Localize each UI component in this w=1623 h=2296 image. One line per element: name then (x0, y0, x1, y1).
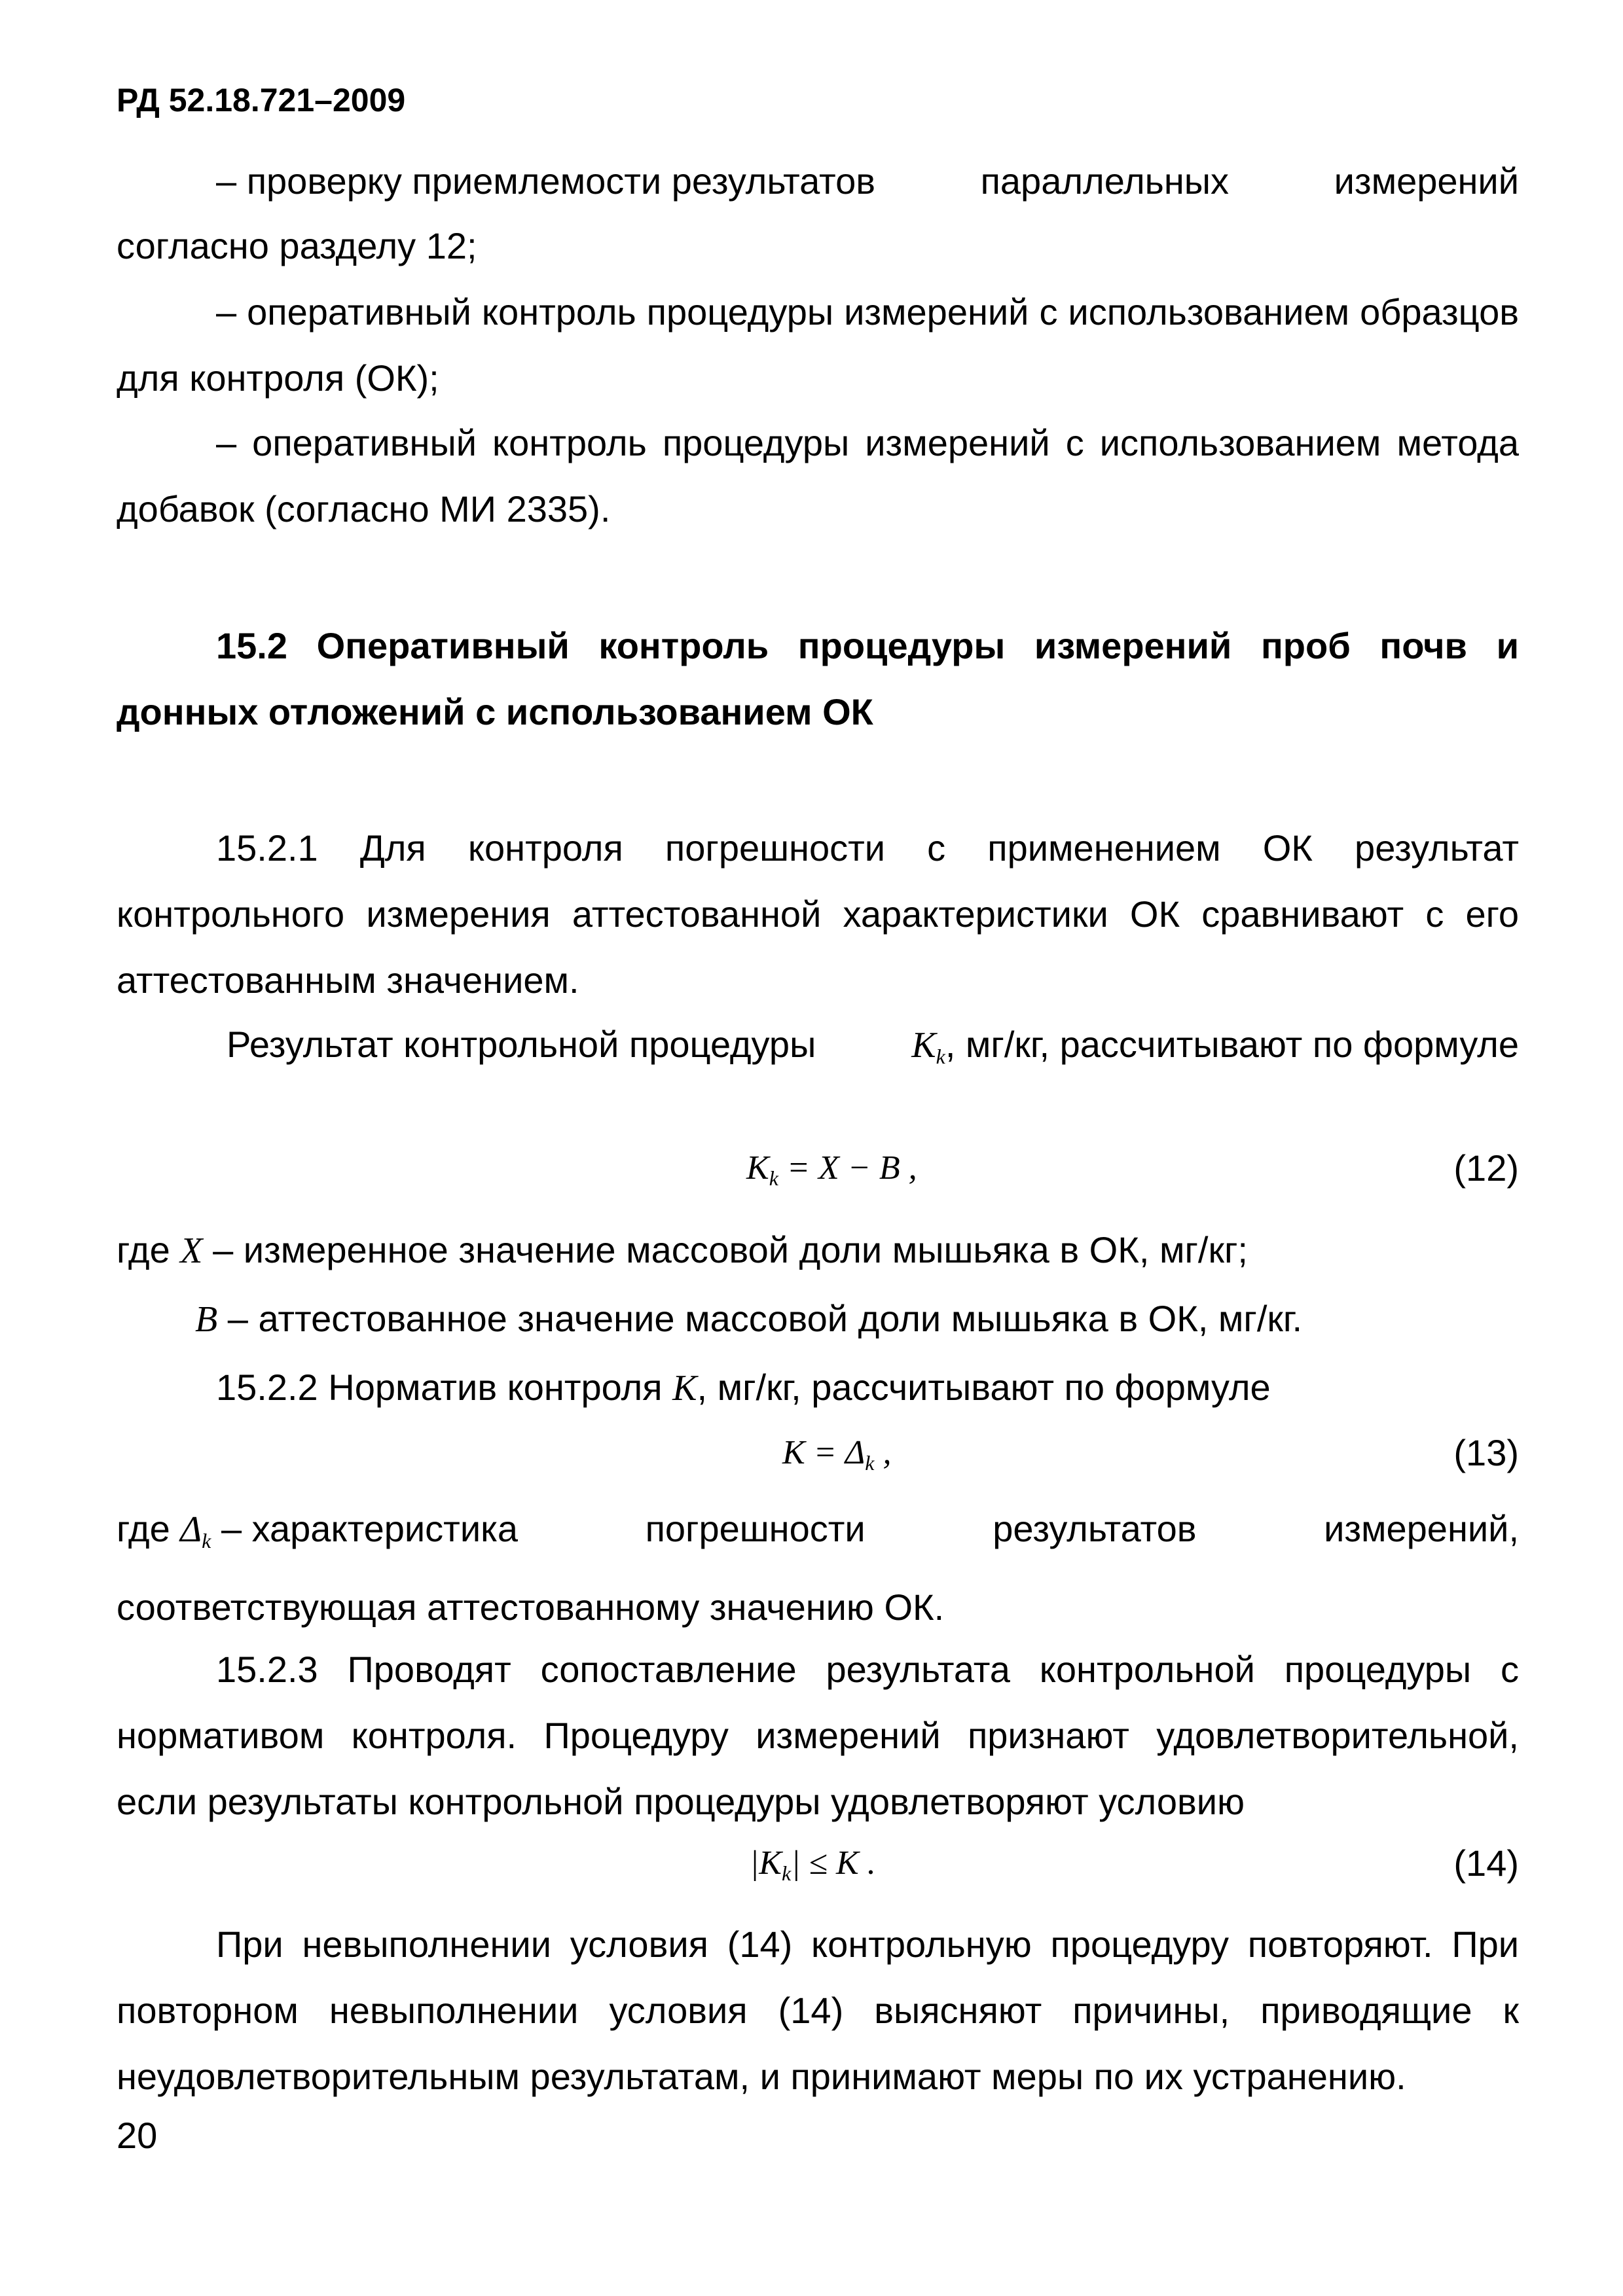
section-heading: 15.2 Оперативный контроль процедуры измерений проб почв и донных отложений с использованием ОК (117, 625, 1519, 732)
definition-x (117, 1227, 1519, 1274)
equation-13 (782, 1430, 892, 1486)
definition-text: – аттестованное значение массовой доли мышьяка в ОК, мг/кг. (227, 1298, 1303, 1339)
list-item-first-line (117, 148, 1519, 214)
equation-lhs: K = Δ (782, 1434, 866, 1471)
paragraph-15-2-1: 15.2.1 Для контроля погрешности с применением ОК результат контрольного измерения аттестованной характеристики ОК сравнивают с его аттестованным значением. (117, 827, 1519, 1001)
page-number: 20 (117, 2115, 158, 2156)
list-item-text: измерений (1334, 160, 1519, 202)
definition-delta (117, 1496, 1519, 1640)
paragraph-text: Результат контрольной процедуры (227, 1024, 816, 1065)
paragraph-text (911, 1011, 1519, 1090)
definition-prefix: где (117, 1508, 170, 1549)
paragraph-final: При невыполнении условия (14) контрольную процедуру повторяют. При повторном невыполнении условия (14) выясняют причины, приводящие к неудовлетворительным результатам, и принимают меры по их устранению. (117, 1924, 1519, 2097)
definition-symbol: B (195, 1299, 218, 1340)
definition-text: результатов (993, 1508, 1197, 1549)
list-item-text: согласно разделу 12; (117, 225, 477, 266)
paragraph-first-line (117, 1011, 1519, 1090)
list-item: – оперативный контроль процедуры измерений с использованием метода добавок (согласно МИ 2335). (117, 422, 1519, 529)
equation-subscript: k (781, 1861, 792, 1885)
paragraph-15-2-3: 15.2.3 Проводят сопоставление результата контрольной процедуры с нормативом контроля. Процедуру измерений признают удовлетворительной, если результаты контрольной процедуры удовлетворяют условию (117, 1649, 1519, 1822)
definition-text: – характеристика (221, 1508, 518, 1549)
list-item: – оперативный контроль процедуры измерений с использованием образцов для контроля (ОК); (117, 291, 1519, 399)
definition-symbol: Δ (180, 1509, 202, 1550)
paragraph-text: , мг/кг, рассчитывают по формуле (697, 1367, 1271, 1408)
equation-number: (14) (1453, 1842, 1519, 1884)
definition-lead (117, 1496, 518, 1574)
definition-prefix: где (117, 1229, 170, 1270)
formula-subscript: k (936, 1045, 945, 1068)
formula-symbol: K (911, 1025, 936, 1066)
equation-subscript: k (769, 1166, 778, 1190)
definition-text: погрешности (645, 1508, 866, 1549)
equation-14 (750, 1840, 876, 1896)
equation-subscript: k (865, 1451, 875, 1475)
equation-lhs: K (746, 1149, 769, 1187)
list-item-text: параллельных (980, 160, 1229, 202)
formula-symbol: K (672, 1368, 697, 1408)
document-header: РД 52.18.721–2009 (117, 82, 406, 118)
paragraph-result (117, 1011, 1519, 1090)
definition-text: измерений, (1324, 1508, 1519, 1549)
definition-symbol: X (180, 1230, 203, 1271)
definition-text: – измеренное значение массовой доли мышьяка в ОК, мг/кг; (213, 1229, 1248, 1270)
list-item (117, 148, 1519, 279)
equation-12 (746, 1145, 917, 1201)
definition-first-line (117, 1496, 1519, 1574)
definition-b (117, 1296, 1597, 1342)
list-item-text: – проверку приемлемости результатов (216, 160, 875, 202)
equation-rhs: , (874, 1434, 892, 1471)
equation-number: (13) (1453, 1432, 1519, 1473)
equation-rhs: = X − B , (778, 1149, 917, 1187)
paragraph-text: 15.2.2 Норматив контроля (216, 1367, 663, 1408)
equation-number: (12) (1453, 1147, 1519, 1189)
paragraph-15-2-2 (117, 1365, 1618, 1411)
equation-rhs: | ≤ K . (791, 1844, 876, 1882)
equation-lhs: |K (750, 1844, 782, 1882)
paragraph-text: , мг/кг, рассчитывают по формуле (945, 1024, 1519, 1065)
definition-subscript: k (202, 1529, 211, 1552)
definition-text: соответствующая аттестованному значению ОК. (117, 1587, 945, 1628)
